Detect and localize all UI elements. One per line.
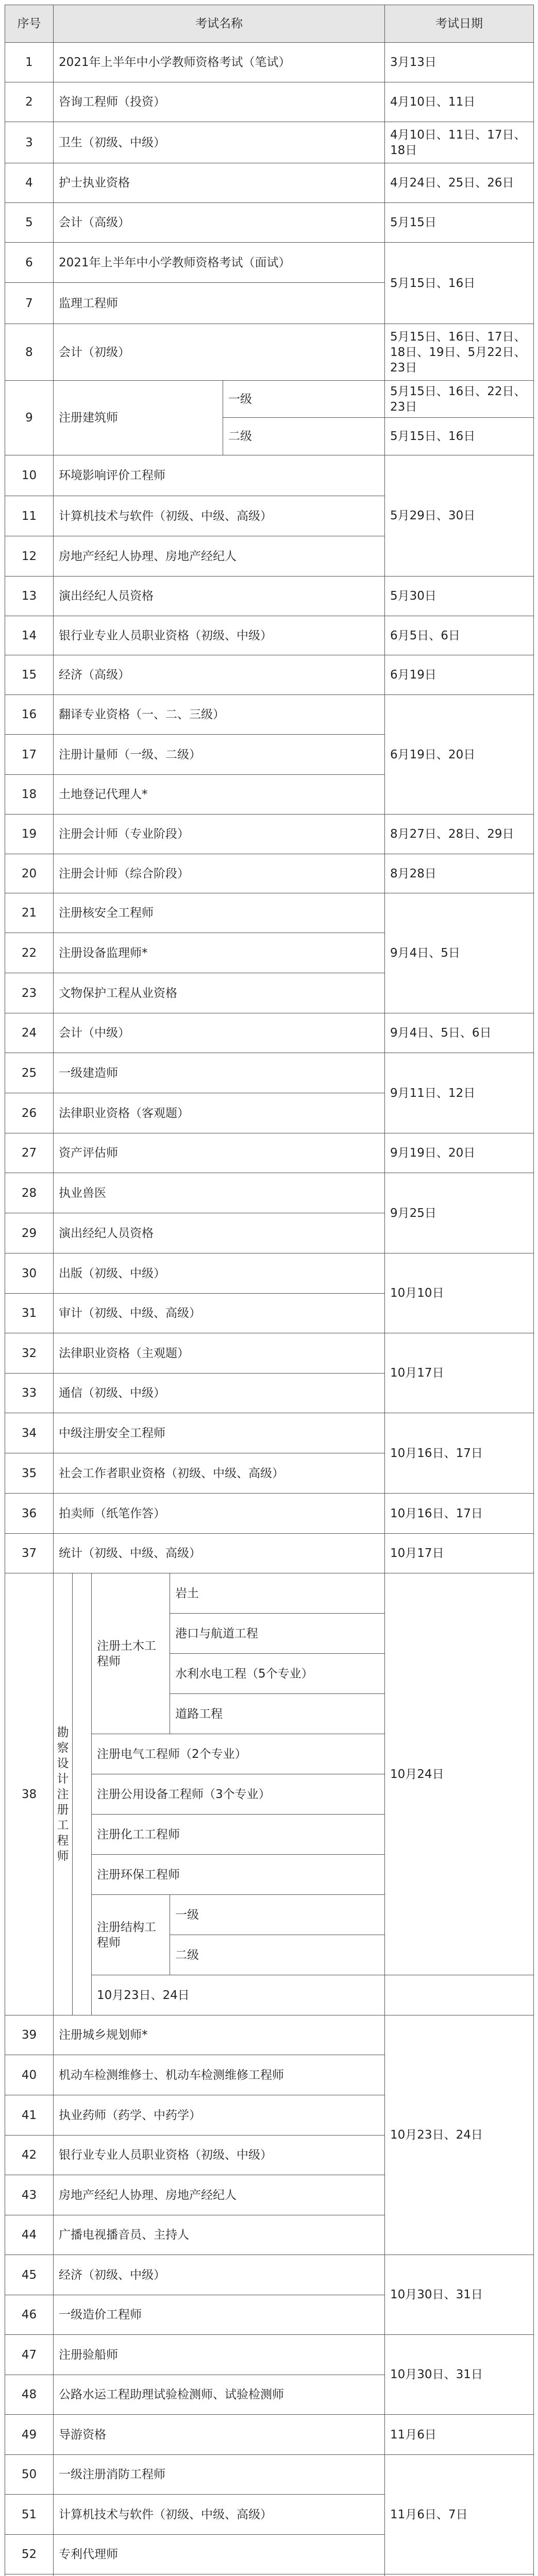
exam-date: 6月5日、6日 xyxy=(385,616,534,655)
row-num: 19 xyxy=(5,815,54,854)
exam-name: 出版（初级、中级） xyxy=(54,1253,385,1294)
exam-name: 2021年上半年中小学教师资格考试（面试） xyxy=(54,243,385,283)
row-num: 8 xyxy=(5,324,54,381)
exam-name: 监理工程师 xyxy=(54,283,385,324)
row-num: 39 xyxy=(5,2015,54,2055)
row-num: 37 xyxy=(5,1534,54,1573)
row-num: 47 xyxy=(5,2335,54,2375)
row-num: 29 xyxy=(5,1213,54,1253)
row-num: 43 xyxy=(5,2175,54,2215)
exam-category: 10月23日、24日 xyxy=(92,1975,385,2015)
exam-name: 注册设备监理师* xyxy=(54,933,385,973)
table-row xyxy=(5,616,534,655)
exam-name: 注册核安全工程师 xyxy=(54,893,385,933)
row-num: 50 xyxy=(5,2455,54,2495)
row-num: 31 xyxy=(5,1294,54,1333)
exam-date: 10月16日、17日 xyxy=(385,1494,534,1534)
exam-schedule-table xyxy=(5,5,534,2576)
exam-name: 注册建筑师 xyxy=(54,381,223,455)
row-num: 35 xyxy=(5,1453,54,1494)
row-num: 49 xyxy=(5,2415,54,2455)
exam-name: 护士执业资格 xyxy=(54,163,385,203)
exam-name: 导游资格 xyxy=(54,2415,385,2455)
exam-name xyxy=(54,2574,385,2576)
exam-subcategory: 港口与航道工程 xyxy=(170,1614,385,1654)
exam-category: 注册结构工程师 xyxy=(92,1895,170,1975)
row-num xyxy=(5,2574,54,2576)
table-row xyxy=(5,324,534,381)
exam-date: 10月17日 xyxy=(385,1534,534,1573)
exam-date: 6月19日、20日 xyxy=(385,695,534,815)
exam-name: 中级注册安全工程师 xyxy=(54,1413,385,1453)
exam-date: 10月30日、31日 xyxy=(385,2335,534,2415)
exam-name: 房地产经纪人协理、房地产经纪人 xyxy=(54,2175,385,2215)
row-num: 16 xyxy=(5,695,54,735)
exam-date: 9月11日、12日 xyxy=(385,1053,534,1133)
row-num: 18 xyxy=(5,775,54,815)
exam-name: 咨询工程师（投资） xyxy=(54,82,385,122)
row-num: 11 xyxy=(5,496,54,536)
row-num: 42 xyxy=(5,2136,54,2175)
row-num: 20 xyxy=(5,854,54,893)
exam-date: 5月29日、30日 xyxy=(385,455,534,577)
table-row xyxy=(5,1573,534,1614)
exam-date: 8月28日 xyxy=(385,854,534,893)
exam-date: 10月16日、17日 xyxy=(385,1413,534,1494)
exam-date: 10月17日 xyxy=(385,1333,534,1413)
row-num: 24 xyxy=(5,1013,54,1053)
exam-date: 10月24日 xyxy=(385,1573,534,1975)
exam-name: 环境影响评价工程师 xyxy=(54,455,385,496)
table-row xyxy=(5,43,534,82)
row-num: 51 xyxy=(5,2495,54,2535)
row-num: 25 xyxy=(5,1053,54,1093)
row-num: 36 xyxy=(5,1494,54,1534)
table-row xyxy=(5,1333,534,1374)
exam-date: 9月19日、20日 xyxy=(385,1133,534,1173)
table-row xyxy=(5,1013,534,1053)
exam-date xyxy=(385,2574,534,2576)
exam-date: 9月25日 xyxy=(385,1173,534,1253)
table-row xyxy=(5,243,534,283)
row-num: 10 xyxy=(5,455,54,496)
exam-date: 10月10日 xyxy=(385,1253,534,1333)
exam-name: 广播电视播音员、主持人 xyxy=(54,2215,385,2255)
exam-category: 注册环保工程师 xyxy=(92,1855,385,1895)
table-row xyxy=(5,577,534,616)
exam-date: 5月15日、16日 xyxy=(385,418,534,455)
exam-name: 法律职业资格（主观题） xyxy=(54,1333,385,1374)
exam-name: 银行业专业人员职业资格（初级、中级） xyxy=(54,2136,385,2175)
table-row xyxy=(5,2455,534,2495)
exam-name: 文物保护工程从业资格 xyxy=(54,973,385,1013)
row-num: 7 xyxy=(5,283,54,324)
exam-name: 演出经纪人员资格 xyxy=(54,1213,385,1253)
row-num: 30 xyxy=(5,1253,54,1294)
exam-category: 注册土木工程师 xyxy=(92,1573,170,1734)
exam-date xyxy=(385,1975,534,2015)
exam-name: 通信（初级、中级） xyxy=(54,1374,385,1413)
row-num: 12 xyxy=(5,536,54,577)
row-num: 32 xyxy=(5,1333,54,1374)
table-row xyxy=(5,1053,534,1093)
exam-name: 执业兽医 xyxy=(54,1173,385,1213)
exam-date: 6月19日 xyxy=(385,655,534,695)
table-row xyxy=(5,1534,534,1573)
exam-name: 银行业专业人员职业资格（初级、中级） xyxy=(54,616,385,655)
exam-date: 5月30日 xyxy=(385,577,534,616)
row-num: 23 xyxy=(5,973,54,1013)
row-num: 48 xyxy=(5,2375,54,2415)
table-row xyxy=(5,2255,534,2295)
exam-category: 注册化工工程师 xyxy=(92,1815,385,1855)
exam-subcategory: 道路工程 xyxy=(170,1694,385,1734)
table-row xyxy=(5,1413,534,1453)
exam-name: 翻译专业资格（一、二、三级） xyxy=(54,695,385,735)
row-num: 22 xyxy=(5,933,54,973)
row-num: 46 xyxy=(5,2295,54,2335)
exam-date: 4月10日、11日 xyxy=(385,82,534,122)
row-num: 3 xyxy=(5,122,54,163)
header-date: 考试日期 xyxy=(385,5,534,43)
exam-date: 5月15日、16日 xyxy=(385,243,534,324)
exam-name: 会计（中级） xyxy=(54,1013,385,1053)
table-row xyxy=(5,82,534,122)
row-num: 21 xyxy=(5,893,54,933)
row-num: 41 xyxy=(5,2095,54,2136)
row-num: 52 xyxy=(5,2535,54,2574)
exam-name: 经济（高级） xyxy=(54,655,385,695)
exam-name: 拍卖师（纸笔作答） xyxy=(54,1494,385,1534)
exam-name: 审计（初级、中级、高级） xyxy=(54,1294,385,1333)
exam-date: 4月10日、11日、17日、18日 xyxy=(385,122,534,163)
header-name: 考试名称 xyxy=(54,5,385,43)
row-num: 34 xyxy=(5,1413,54,1453)
exam-date: 11月6日 xyxy=(385,2415,534,2455)
table-row xyxy=(5,122,534,163)
exam-subcategory: 二级 xyxy=(170,1935,385,1975)
table-row xyxy=(5,1253,534,1294)
exam-name: 经济（初级、中级） xyxy=(54,2255,385,2295)
exam-date: 4月24日、25日、26日 xyxy=(385,163,534,203)
table-row xyxy=(5,381,534,418)
table-row xyxy=(5,695,534,735)
exam-date: 9月4日、5日、6日 xyxy=(385,1013,534,1053)
table-row xyxy=(5,1173,534,1213)
table-row xyxy=(5,1494,534,1534)
exam-name: 房地产经纪人协理、房地产经纪人 xyxy=(54,536,385,577)
row-num: 6 xyxy=(5,243,54,283)
exam-category: 注册公用设备工程师（3个专业） xyxy=(92,1774,385,1815)
exam-date: 5月15日、16日、17日、18日、19日、5月22日、23日 xyxy=(385,324,534,381)
exam-name: 注册计量师（一级、二级） xyxy=(54,735,385,775)
row-num: 33 xyxy=(5,1374,54,1413)
table-row xyxy=(5,815,534,854)
exam-date: 5月15日、16日、22日、23日 xyxy=(385,381,534,418)
exam-date: 10月30日、31日 xyxy=(385,2255,534,2335)
exam-date: 11月6日、7日 xyxy=(385,2455,534,2574)
exam-name: 执业药师（药学、中药学） xyxy=(54,2095,385,2136)
row-num: 38 xyxy=(5,1573,54,2015)
exam-schedule-table-wrapper xyxy=(5,5,533,2576)
exam-name: 一级建造师 xyxy=(54,1053,385,1093)
row-num: 40 xyxy=(5,2055,54,2095)
table-row xyxy=(5,1133,534,1173)
table-row xyxy=(5,2015,534,2055)
exam-name: 土地登记代理人* xyxy=(54,775,385,815)
exam-name: 注册城乡规划师* xyxy=(54,2015,385,2055)
exam-name: 卫生（初级、中级） xyxy=(54,122,385,163)
exam-name: 勘察设计注册工程师 xyxy=(54,1573,73,2015)
exam-subcategory: 二级 xyxy=(223,418,385,455)
table-row xyxy=(5,2415,534,2455)
row-num: 14 xyxy=(5,616,54,655)
exam-name: 社会工作者职业资格（初级、中级、高级） xyxy=(54,1453,385,1494)
exam-subcategory: 一级 xyxy=(223,381,385,418)
exam-name: 会计（初级） xyxy=(54,324,385,381)
exam-name: 计算机技术与软件（初级、中级、高级） xyxy=(54,2495,385,2535)
row-num: 13 xyxy=(5,577,54,616)
row-num: 26 xyxy=(5,1093,54,1133)
row-num: 28 xyxy=(5,1173,54,1213)
row-num: 9 xyxy=(5,381,54,455)
exam-category: 注册电气工程师（2个专业） xyxy=(92,1734,385,1774)
row-num: 17 xyxy=(5,735,54,775)
exam-subcategory: 一级 xyxy=(170,1895,385,1935)
row-num: 2 xyxy=(5,82,54,122)
row-num: 45 xyxy=(5,2255,54,2295)
spacer-cell xyxy=(73,1573,92,2015)
table-row xyxy=(5,854,534,893)
exam-name: 演出经纪人员资格 xyxy=(54,577,385,616)
header-num: 序号 xyxy=(5,5,54,43)
exam-subcategory: 岩土 xyxy=(170,1573,385,1614)
exam-name: 专利代理师 xyxy=(54,2535,385,2574)
exam-name: 注册会计师（专业阶段） xyxy=(54,815,385,854)
table-row xyxy=(5,2335,534,2375)
table-row xyxy=(5,163,534,203)
table-row xyxy=(5,893,534,933)
row-num: 15 xyxy=(5,655,54,695)
exam-name: 法律职业资格（客观题） xyxy=(54,1093,385,1133)
exam-date: 10月23日、24日 xyxy=(385,2015,534,2255)
exam-date: 3月13日 xyxy=(385,43,534,82)
table-row xyxy=(5,203,534,243)
exam-name: 资产评估师 xyxy=(54,1133,385,1173)
header-row xyxy=(5,5,534,43)
exam-name: 一级注册消防工程师 xyxy=(54,2455,385,2495)
row-num: 1 xyxy=(5,43,54,82)
exam-name: 一级造价工程师 xyxy=(54,2295,385,2335)
table-row xyxy=(5,2574,534,2576)
exam-date: 8月27日、28日、29日 xyxy=(385,815,534,854)
exam-name: 注册会计师（综合阶段） xyxy=(54,854,385,893)
exam-subcategory: 水利水电工程（5个专业） xyxy=(170,1654,385,1694)
row-num: 44 xyxy=(5,2215,54,2255)
row-num: 5 xyxy=(5,203,54,243)
exam-name: 2021年上半年中小学教师资格考试（笔试） xyxy=(54,43,385,82)
exam-name: 计算机技术与软件（初级、中级、高级） xyxy=(54,496,385,536)
exam-name: 统计（初级、中级、高级） xyxy=(54,1534,385,1573)
row-num: 4 xyxy=(5,163,54,203)
table-row xyxy=(5,655,534,695)
exam-date: 9月4日、5日 xyxy=(385,893,534,1013)
exam-name: 注册验船师 xyxy=(54,2335,385,2375)
row-num: 27 xyxy=(5,1133,54,1173)
table-row xyxy=(5,455,534,496)
exam-name: 机动车检测维修士、机动车检测维修工程师 xyxy=(54,2055,385,2095)
exam-name: 会计（高级） xyxy=(54,203,385,243)
exam-name: 公路水运工程助理试验检测师、试验检测师 xyxy=(54,2375,385,2415)
exam-date: 5月15日 xyxy=(385,203,534,243)
